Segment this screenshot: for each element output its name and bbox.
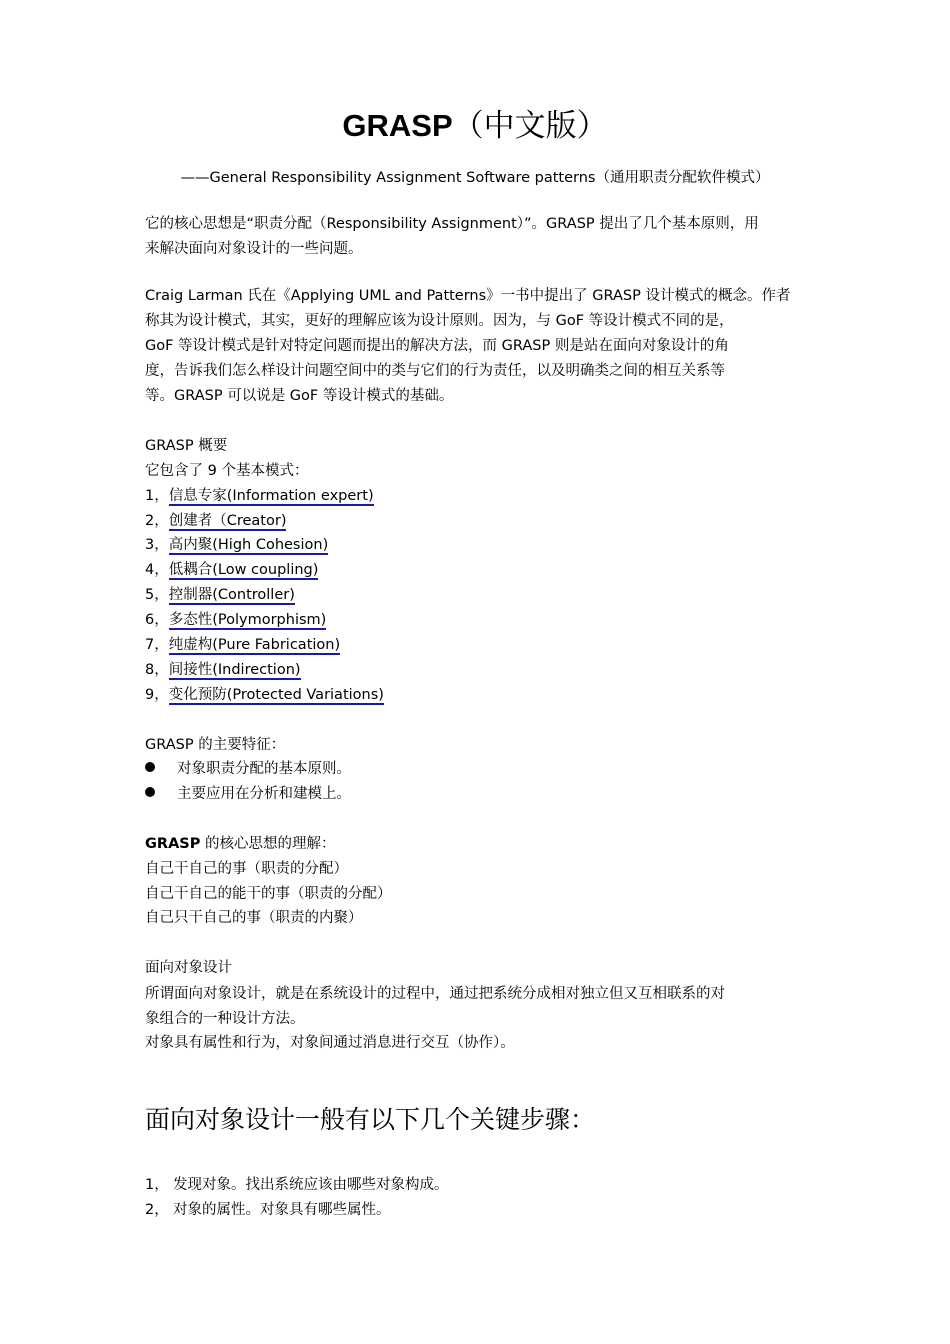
step-item — [145, 1198, 391, 1222]
core-line-1: 自己干自己的事（职责的分配） — [145, 861, 348, 877]
pattern-number: 7， — [145, 637, 169, 653]
pattern-item — [145, 583, 295, 607]
pattern-item — [145, 608, 326, 632]
pattern-item — [145, 558, 318, 582]
title-english: GRASP — [342, 108, 453, 143]
pattern-link-protected-variations[interactable]: 变化预防(Protected Variations) — [168, 687, 384, 703]
pattern-link-indirection[interactable]: 间接性(Indirection) — [168, 662, 301, 678]
step-number: 1， — [145, 1177, 169, 1193]
pattern-item — [145, 633, 340, 657]
pattern-link-low-coupling[interactable]: 低耦合(Low coupling) — [168, 562, 319, 578]
ood-line-2: 象组合的一种设计方法。 — [145, 1011, 305, 1027]
pattern-item — [145, 658, 301, 682]
core-heading-bold: GRASP — [145, 836, 201, 852]
pattern-number: 4， — [145, 562, 169, 578]
features-heading: GRASP 的主要特征： — [145, 737, 286, 753]
pattern-number: 9， — [145, 687, 169, 703]
pattern-number: 1， — [145, 488, 169, 504]
pattern-number: 5， — [145, 587, 169, 603]
pattern-link-polymorphism[interactable]: 多态性(Polymorphism) — [168, 612, 327, 628]
pattern-number: 3， — [145, 537, 169, 553]
ood-line-3: 对象具有属性和行为，对象间通过消息进行交互（协作）。 — [145, 1035, 515, 1051]
bullet-text: 对象职责分配的基本原则。 — [177, 761, 351, 777]
core-line-3: 自己只干自己的事（职责的内聚） — [145, 910, 363, 926]
intro-line-1: 它的核心思想是“职责分配（Responsibility Assignment）”。GRASP 提出了几个基本原则，用 — [145, 216, 759, 232]
bullet-icon — [145, 787, 155, 797]
pattern-link-pure-fabrication[interactable]: 纯虚构(Pure Fabrication) — [168, 637, 341, 653]
larman-line-5: 等。GRASP 可以说是 GoF 等设计模式的基础。 — [145, 388, 454, 404]
bullet-text: 主要应用在分析和建模上。 — [177, 786, 351, 802]
page-title — [0, 104, 950, 148]
bullet-item — [145, 757, 351, 781]
pattern-link-controller[interactable]: 控制器(Controller) — [168, 587, 295, 603]
pattern-number: 2， — [145, 513, 169, 529]
step-text: 对象的属性。对象具有哪些属性。 — [173, 1202, 391, 1218]
core-heading-rest: 的核心思想的理解： — [200, 836, 336, 852]
larman-line-1: Craig Larman 氏在《Applying UML and Patterns》一书中提出了 GRASP 设计模式的概念。作者 — [145, 288, 791, 304]
title-chinese: （中文版） — [452, 108, 608, 144]
steps-heading: 面向对象设计一般有以下几个关键步骤： — [145, 1105, 596, 1134]
step-item — [145, 1173, 449, 1197]
step-text: 发现对象。找出系统应该由哪些对象构成。 — [173, 1177, 449, 1193]
ood-line-1: 所谓面向对象设计，就是在系统设计的过程中，通过把系统分成相对独立但又互相联系的对 — [145, 986, 725, 1002]
core-heading — [145, 832, 335, 856]
pattern-item — [145, 683, 384, 707]
step-number: 2， — [145, 1202, 169, 1218]
larman-line-4: 度，告诉我们怎么样设计问题空间中的类与它们的行为责任，以及明确类之间的相互关系等 — [145, 363, 725, 379]
pattern-item — [145, 484, 374, 508]
pattern-link-high-cohesion[interactable]: 高内聚(High Cohesion) — [168, 537, 329, 553]
pattern-number: 6， — [145, 612, 169, 628]
larman-line-2: 称其为设计模式，其实，更好的理解应该为设计原则。因为，与 GoF 等设计模式不同的是， — [145, 313, 734, 329]
page-subtitle: ——General Responsibility Assignment Software patterns（通用职责分配软件模式） — [180, 170, 770, 186]
ood-heading: 面向对象设计 — [145, 960, 232, 976]
pattern-link-creator[interactable]: 创建者（Creator) — [168, 513, 287, 529]
bullet-item — [145, 782, 351, 806]
pattern-item — [145, 533, 328, 557]
pattern-number: 8， — [145, 662, 169, 678]
intro-line-2: 来解决面向对象设计的一些问题。 — [145, 241, 363, 257]
pattern-item — [145, 509, 286, 533]
overview-intro: 它包含了 9 个基本模式： — [145, 463, 309, 479]
pattern-link-information-expert[interactable]: 信息专家(Information expert) — [168, 488, 374, 504]
larman-line-3: GoF 等设计模式是针对特定问题而提出的解决方法，而 GRASP 则是站在面向对象设计的角 — [145, 338, 729, 354]
bullet-icon — [145, 762, 155, 772]
core-line-2: 自己干自己的能干的事（职责的分配） — [145, 886, 392, 902]
overview-heading: GRASP 概要 — [145, 438, 228, 454]
